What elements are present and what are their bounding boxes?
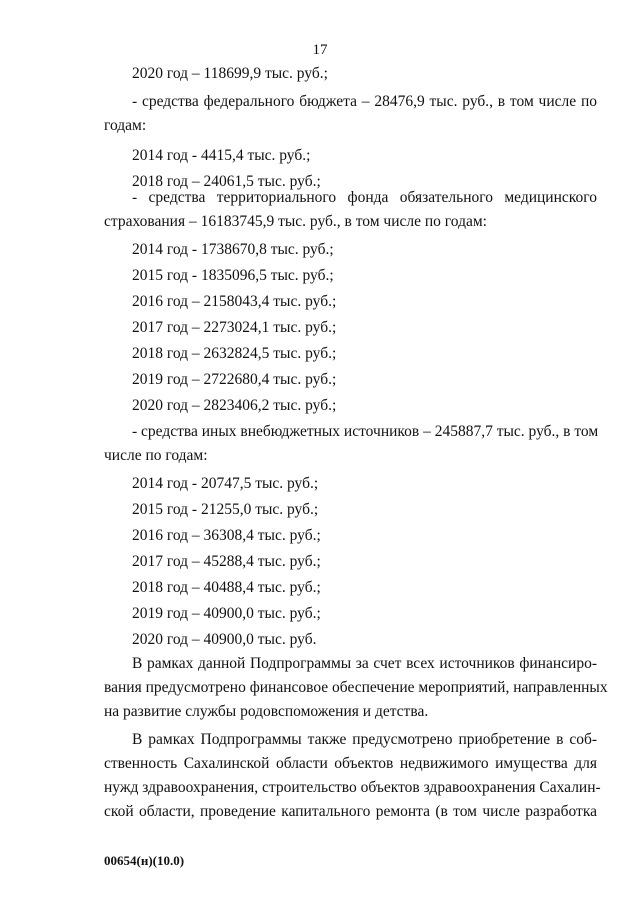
text-line: В рамках Подпрограммы также предусмотрено приобретение в соб-	[132, 731, 597, 748]
page-number: 17	[312, 42, 328, 58]
text-line: страхования – 16183745,9 тыс. руб., в том числе по годам:	[104, 213, 487, 230]
text-line: 2019 год – 2722680,4 тыс. руб.;	[132, 371, 337, 388]
text-line: 2015 год - 21255,0 тыс. руб.;	[132, 501, 319, 518]
text-line: числе по годам:	[104, 447, 208, 464]
text-line: вания предусмотрено финансовое обеспечение мероприятий, направленных	[104, 679, 608, 696]
text-line: нужд здравоохранения, строительство объектов здравоохранения Сахалин-	[104, 779, 601, 796]
text-line: В рамках данной Подпрограммы за счет всех источников финансиро-	[132, 655, 597, 672]
text-line: - средства территориального фонда обязательного медицинского	[132, 189, 597, 206]
text-line: 2016 год – 2158043,4 тыс. руб.;	[132, 293, 337, 310]
text-line: 2020 год – 118699,9 тыс. руб.;	[132, 65, 328, 82]
text-line: - средства иных внебюджетных источников – 245887,7 тыс. руб., в том	[132, 423, 599, 440]
text-line: 2014 год - 4415,4 тыс. руб.;	[132, 147, 311, 164]
text-line: годам:	[104, 117, 147, 134]
text-line: 2015 год - 1835096,5 тыс. руб.;	[132, 267, 334, 284]
text-line: 2020 год – 40900,0 тыс. руб.	[132, 631, 317, 648]
text-line: - средства федерального бюджета – 28476,9 тыс. руб., в том числе по	[132, 93, 597, 110]
text-line: 2017 год – 45288,4 тыс. руб.;	[132, 553, 321, 570]
text-line: 2016 год – 36308,4 тыс. руб.;	[132, 527, 321, 544]
footer-code: 00654(н)(10.0)	[104, 853, 185, 868]
text-line: 2018 год – 24061,5 тыс. руб.;	[132, 173, 321, 190]
text-line: ской области, проведение капитального ремонта (в том числе разработка	[104, 803, 597, 820]
text-line: 2017 год – 2273024,1 тыс. руб.;	[132, 319, 337, 336]
text-line: 2014 год - 20747,5 тыс. руб.;	[132, 475, 319, 492]
text-line: 2020 год – 2823406,2 тыс. руб.;	[132, 397, 337, 414]
text-line: 2019 год – 40900,0 тыс. руб.;	[132, 605, 321, 622]
text-line: ственность Сахалинской области объектов недвижимого имущества для	[104, 755, 597, 772]
text-line: 2014 год - 1738670,8 тыс. руб.;	[132, 241, 334, 258]
text-line: 2018 год – 2632824,5 тыс. руб.;	[132, 345, 337, 362]
text-line: 2018 год – 40488,4 тыс. руб.;	[132, 579, 321, 596]
text-line: на развитие службы родовспоможения и детства.	[104, 703, 429, 720]
